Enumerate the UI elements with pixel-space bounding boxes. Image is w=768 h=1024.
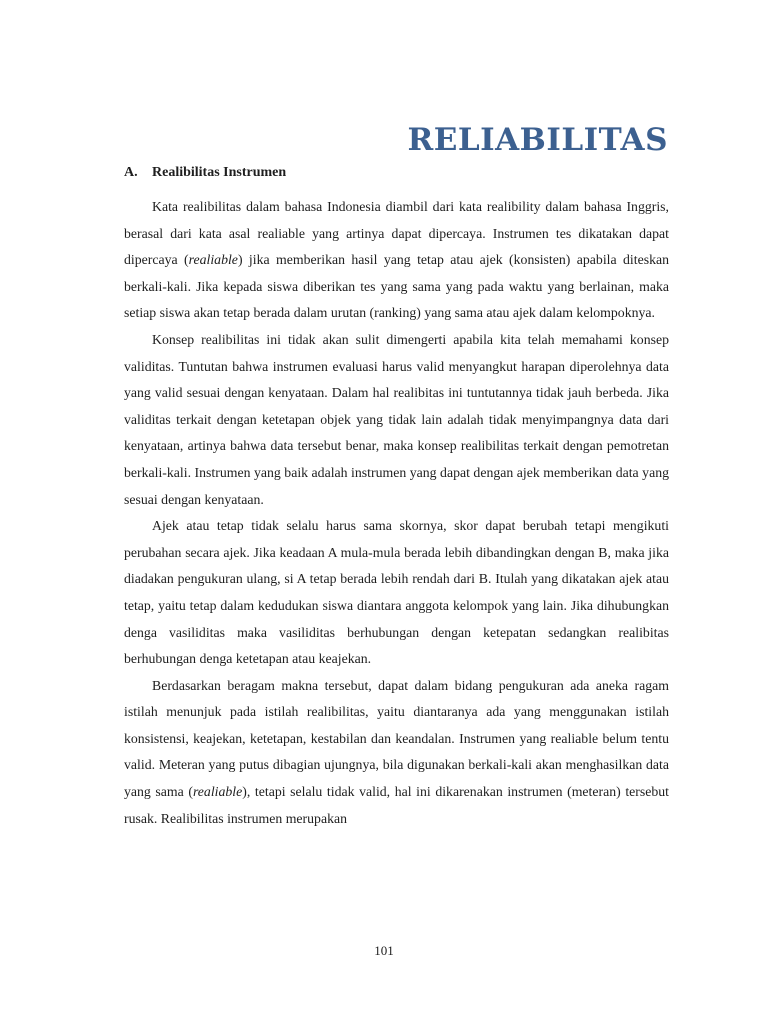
section-heading xyxy=(124,160,286,186)
italic-term: realiable xyxy=(188,252,238,268)
section-title: Realibilitas Instrumen xyxy=(152,165,287,180)
section-number: A. xyxy=(124,165,138,180)
paragraph-text: Berdasarkan beragam makna tersebut, dapat dalam bidang pengukuran ada aneka ragam istilah menunjuk pada istilah realibilitas, yaitu diantaranya ada yang menggunakan istilah konsistensi, keajekan, ketetapan, kestabilan dan keandalan. Instrumen yang realiable belum tentu valid. Meteran yang putus dibagian ujungnya, bila digunakan berkali-kali akan menghasilkan data yang sama ( xyxy=(124,677,669,800)
paragraph-text: Ajek atau tetap tidak selalu harus sama skornya, skor dapat berubah tetapi mengikuti perubahan secara ajek. Jika keadaan A mula-mula berada lebih dibandingkan dengan B, maka jika diadakan pengukuran ulang, si A tetap berada lebih rendah dari B. Itulah yang dikatakan ajek atau tetap, yaitu tetap dalam kedudukan siswa diantara anggota kelompok yang lain. Jika dihubungkan denga vasiliditas maka vasiliditas berhubungan dengan ketepatan sedangkan realibitas berhubungan denga ketetapan atau keajekan. xyxy=(124,518,669,667)
paragraph xyxy=(124,194,669,327)
paragraph xyxy=(124,513,669,673)
paragraph-text: Konsep realibilitas ini tidak akan sulit dimengerti apabila kita telah memahami konsep validitas. Tuntutan bahwa instrumen evaluasi harus valid menyangkut harapan diperolehnya data yang valid sesuai dengan kenyataan. Dalam hal realibitas ini tuntutannya tidak jauh berbeda. Jika validitas terkait dengan ketetapan objek yang tidak lain adalah tidak menyimpangnya data dari kenyataan, artinya bahwa data tersebut benar, maka konsep realibilitas terkait dengan pemotretan berkali-kali. Instrumen yang baik adalah instrumen yang dapat dengan ajek memberikan data yang sesuai dengan kenyataan. xyxy=(124,331,669,507)
italic-term: realiable xyxy=(192,784,243,800)
body-text xyxy=(124,194,669,832)
paragraph xyxy=(124,327,669,513)
paragraph-text: Kata realibilitas dalam bahasa Indonesia diambil dari kata realibility dalam bahasa Inggris, berasal dari kata asal realiable yang artinya dapat dipercaya. Instrumen tes dikatakan dapat dipercaya ( xyxy=(124,199,669,268)
paragraph-text: ), tetapi selalu tidak valid, hal ini dikarenakan instrumen (meteran) tersebut rusak. Realibilitas instrumen merupakan xyxy=(124,784,669,826)
paragraph-text: ) jika memberikan hasil yang tetap atau ajek (konsisten) apabila diteskan berkali-kali. Jika kepada siswa diberikan tes yang sama yang pada waktu yang berlainan, maka setiap siswa akan tetap berada dalam urutan (ranking) yang sama atau ajek dalam kelompoknya. xyxy=(124,252,669,321)
paragraph xyxy=(124,673,669,833)
page-number: 101 xyxy=(374,943,394,958)
page-title: RELIABILITAS xyxy=(407,122,668,158)
